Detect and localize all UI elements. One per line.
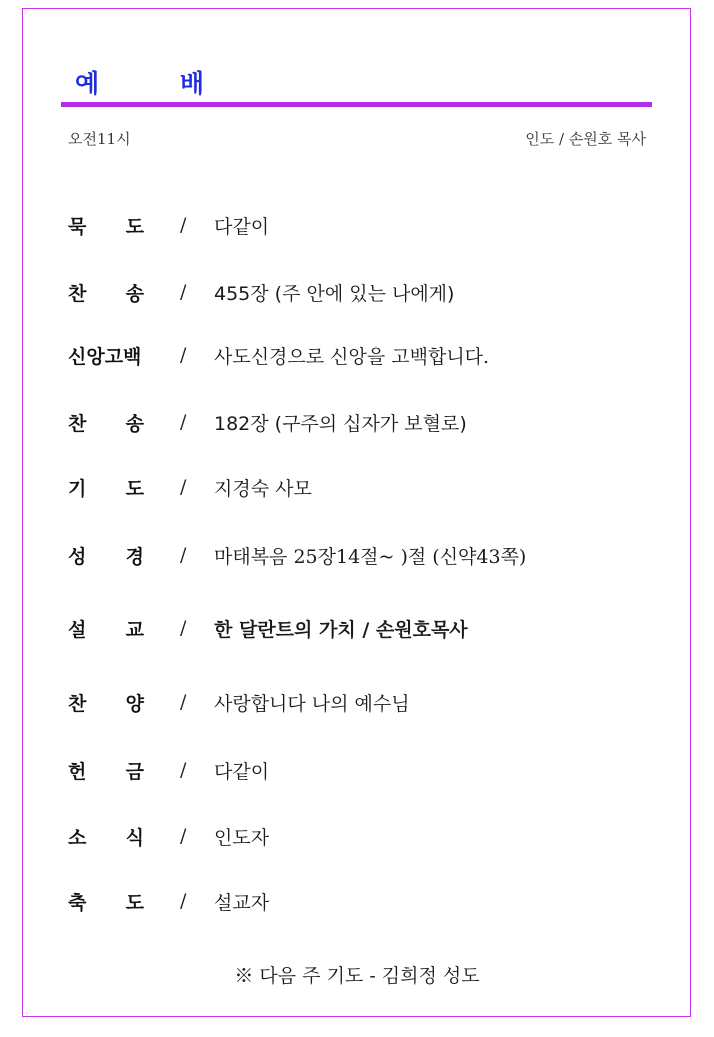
service-time: 오전11시 xyxy=(68,130,131,148)
page-title: 예 배 xyxy=(75,69,241,98)
order-label: 헌 금 xyxy=(68,760,144,783)
order-row-silent-prayer xyxy=(68,210,269,240)
order-value: 마태복음 25장14절~ )절 (신약43쪽) xyxy=(214,545,527,568)
order-row-announcements xyxy=(68,821,269,851)
order-value: 다같이 xyxy=(214,215,270,238)
order-row-benediction xyxy=(68,886,269,916)
order-separator: / xyxy=(180,544,187,566)
order-label: 설 교 xyxy=(68,618,144,641)
order-separator: / xyxy=(180,214,187,236)
order-row-offering xyxy=(68,755,269,785)
order-row-sermon xyxy=(68,613,468,643)
order-value: 한 달란트의 가치 / 손원호목사 xyxy=(214,618,468,641)
order-value: 455장 (주 안에 있는 나에게) xyxy=(214,282,455,305)
order-separator: / xyxy=(180,825,187,847)
order-separator: / xyxy=(180,344,187,366)
order-value: 지경숙 사모 xyxy=(214,477,312,500)
order-separator: / xyxy=(180,476,187,498)
order-row-confession xyxy=(68,340,489,370)
order-separator: / xyxy=(180,691,187,713)
order-row-hymn-1 xyxy=(68,277,454,307)
order-separator: / xyxy=(180,281,187,303)
order-separator: / xyxy=(180,759,187,781)
order-value: 사랑합니다 나의 예수님 xyxy=(214,692,410,715)
order-row-scripture xyxy=(68,540,526,570)
service-leader: 인도 / 손원호 목사 xyxy=(525,130,646,148)
order-label: 찬 송 xyxy=(68,412,144,435)
order-row-hymn-2 xyxy=(68,407,467,437)
order-label: 묵 도 xyxy=(68,215,144,238)
order-value: 다같이 xyxy=(214,760,270,783)
order-label: 기 도 xyxy=(68,477,144,500)
order-label: 축 도 xyxy=(68,891,144,914)
order-label: 찬 송 xyxy=(68,282,144,305)
order-value: 182장 (구주의 십자가 보혈로) xyxy=(214,412,467,435)
order-label: 소 식 xyxy=(68,826,144,849)
order-label: 찬 양 xyxy=(68,692,144,715)
order-row-prayer xyxy=(68,472,312,502)
page-frame xyxy=(22,8,691,1017)
order-label: 신앙고백 xyxy=(68,345,142,368)
order-label: 성 경 xyxy=(68,545,144,568)
title-divider xyxy=(61,102,652,107)
order-row-praise xyxy=(68,687,410,717)
order-value: 사도신경으로 신앙을 고백합니다. xyxy=(214,345,490,368)
order-separator: / xyxy=(180,890,187,912)
next-week-prayer-note: ※ 다음 주 기도 - 김희정 성도 xyxy=(234,965,480,987)
order-value: 인도자 xyxy=(214,826,270,849)
order-separator: / xyxy=(180,617,187,639)
order-value: 설교자 xyxy=(214,891,270,914)
order-separator: / xyxy=(180,411,187,433)
